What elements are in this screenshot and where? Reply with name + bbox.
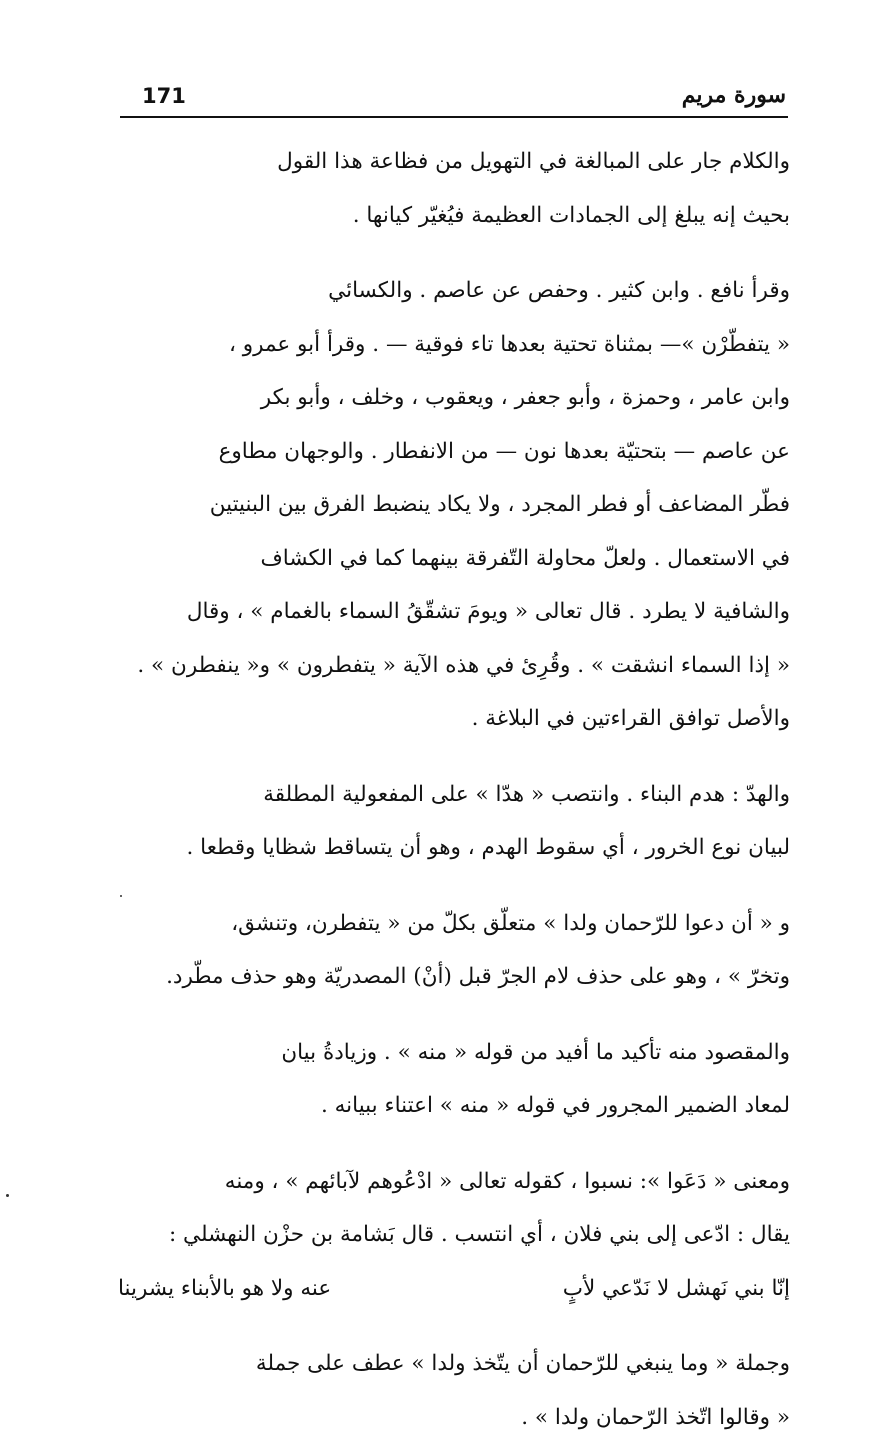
text-line: ومعنى « دَعَوا »: نسبوا ، كقوله تعالى « ادْعُوهم لآبائهم » ، ومنه	[118, 1155, 790, 1209]
paragraph-purpose	[118, 1026, 790, 1133]
text-line: يقال : ادّعى إلى بني فلان ، أي انتسب . قال بَشامة بن حزْن النهشلي :	[118, 1208, 790, 1262]
poetry-verse	[118, 1262, 790, 1316]
paragraph-hyperbole	[118, 135, 790, 242]
text-line: وابن عامر ، وحمزة ، وأبو جعفر ، ويعقوب ، وخلف ، وأبو بكر	[118, 371, 790, 425]
paragraph-hadd	[118, 768, 790, 875]
page-number: 171	[142, 84, 186, 108]
verse-first-hemistich: إنّا بني نَهشل لا نَدّعي لأبٍ	[563, 1262, 790, 1316]
text-line: لمعاد الضمير المجرور في قوله « منه » اعتناء ببيانه .	[118, 1079, 790, 1133]
text-line: « وقالوا اتّخذ الرّحمان ولدا » .	[118, 1391, 790, 1444]
text-line: والمقصود منه تأكيد ما أفيد من قوله « منه » . وزيادةُ بيان	[118, 1026, 790, 1080]
text-line: والهدّ : هدم البناء . وانتصب « هدّا » على المفعولية المطلقة	[118, 768, 790, 822]
text-line: لبيان نوع الخرور ، أي سقوط الهدم ، وهو أن يتساقط شظايا وقطعا .	[118, 821, 790, 875]
text-line: والأصل توافق القراءتين في البلاغة .	[118, 692, 790, 746]
text-line: بحيث إنه يبلغ إلى الجمادات العظيمة فيُغيّر كيانها .	[118, 189, 790, 243]
page-header	[120, 82, 788, 118]
text-line: وقرأ نافع . وابن كثير . وحفص عن عاصم . والكسائي	[118, 264, 790, 318]
paragraph-conjunction	[118, 1337, 790, 1444]
text-line: والكلام جار على المبالغة في التهويل من فظاعة هذا القول	[118, 135, 790, 189]
text-line: في الاستعمال . ولعلّ محاولة التّفرقة بينهما كما في الكشاف	[118, 532, 790, 586]
text-line: وتخرّ » ، وهو على حذف لام الجرّ قبل (أنْ) المصدريّة وهو حذف مطّرد.	[118, 950, 790, 1004]
paragraph-an-daaw	[118, 897, 790, 1004]
paragraph-readings	[118, 264, 790, 746]
text-line: « إذا السماء انشقت » . وقُرِئ في هذه الآية « يتفطرون » و« ينفطرن » .	[118, 639, 790, 693]
body-text	[118, 135, 790, 1444]
text-line: عن عاصم — بتحتيّة بعدها نون — من الانفطار . والوجهان مطاوع	[118, 425, 790, 479]
text-line: و « أن دعوا للرّحمان ولدا » متعلّق بكلّ من « يتفطرن، وتنشق،	[118, 897, 790, 951]
scan-speck	[120, 895, 122, 897]
text-line: « يتفطّرْن »— بمثناة تحتية بعدها تاء فوقية — . وقرأ أبو عمرو ،	[118, 318, 790, 372]
text-line: وجملة « وما ينبغي للرّحمان أن يتّخذ ولدا » عطف على جملة	[118, 1337, 790, 1391]
text-line: فطّر المضاعف أو فطر المجرد ، ولا يكاد ينضبط الفرق بين البنيتين	[118, 478, 790, 532]
verse-second-hemistich: عنه ولا هو بالأبناء يشرينا	[118, 1262, 331, 1316]
scan-speck	[6, 1194, 9, 1197]
paragraph-meaning	[118, 1155, 790, 1262]
text-line: والشافية لا يطرد . قال تعالى « ويومَ تشقّقُ السماء بالغمام » ، وقال	[118, 585, 790, 639]
running-title: سورة مريم	[682, 82, 786, 108]
